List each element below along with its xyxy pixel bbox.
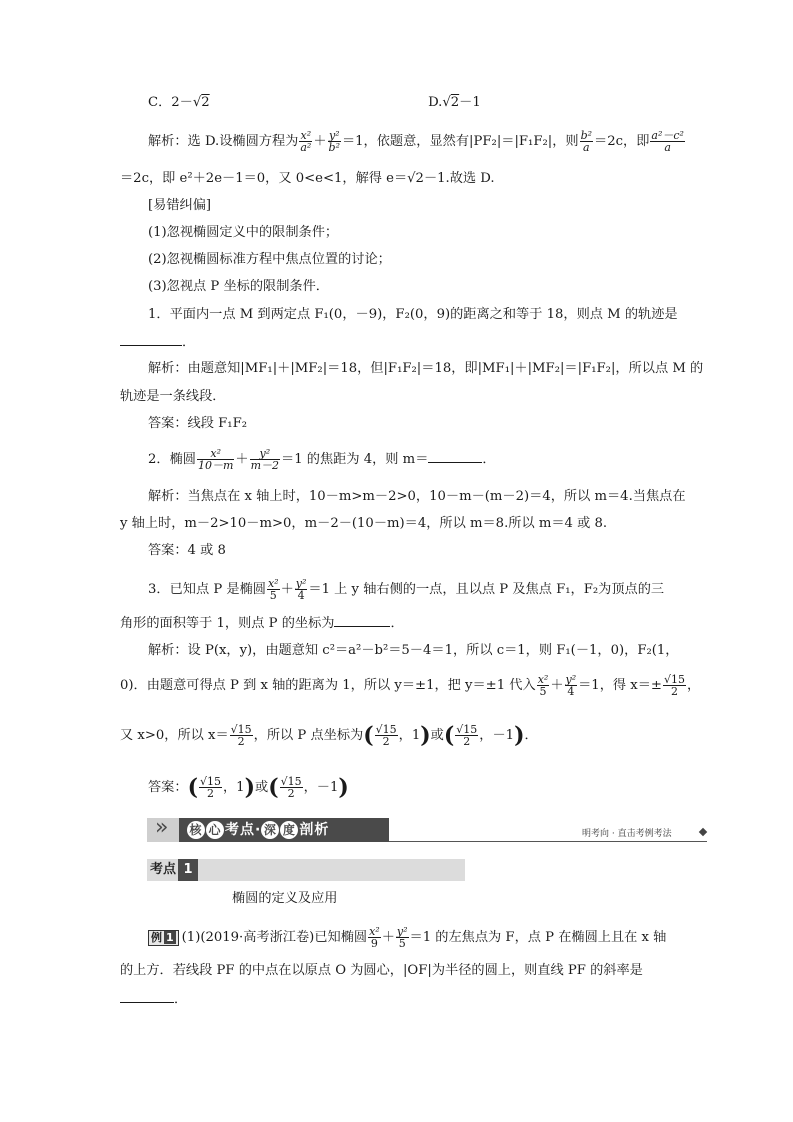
plus: ＋ [313, 134, 327, 149]
q3-text-b: ＝1 上 y 轴右侧的一点，且以点 P 及焦点 F₁，F₂为顶点的三 [308, 582, 665, 597]
sol1-text-b: ＝1，依题意，显然有|PF₂|＝|F₁F₂|，则 [341, 134, 579, 149]
frac-num: y² [396, 925, 408, 938]
option-d-label: D. [428, 95, 443, 110]
banner-char: 心 [206, 821, 224, 839]
example-tag [148, 930, 179, 946]
q3-answer [148, 776, 349, 799]
error-point-1: (1)忽视椭圆定义中的限制条件； [148, 225, 339, 240]
banner-char: 深 [261, 821, 279, 839]
q3-sol-text-c: 又 x>0，所以 x＝ [120, 728, 229, 743]
frac-num: x² [300, 129, 312, 142]
option-c: C．2－√2 [148, 95, 210, 110]
period: ． [390, 616, 404, 631]
frac-den: 5 [269, 589, 277, 602]
frac-ex-2 [396, 926, 409, 949]
frac-den: 5 [398, 937, 406, 950]
frac-num: √15 [280, 775, 302, 788]
frac-den: 5 [539, 685, 547, 698]
frac-num: √15 [199, 775, 221, 788]
frac-sqrt15-2 [280, 776, 303, 799]
frac-a2c2-a [650, 130, 685, 153]
frac-num: x² [369, 925, 380, 938]
question-2 [148, 448, 496, 471]
frac-den: m－2 [250, 459, 280, 472]
banner-text: 考点· [225, 822, 262, 838]
question-1: 1．平面内一点 M 到两定点 F₁(0，－9)，F₂(0，9)的距离之和等于 18，则点 M 的轨迹是 [148, 307, 678, 322]
left-paren: ( [443, 722, 455, 749]
q3-solution-3 [120, 724, 538, 747]
right-paren: ) [420, 722, 431, 749]
plus: ＋ [280, 582, 294, 597]
error-point-3: (3)忽视点 P 坐标的限制条件． [148, 279, 329, 294]
frac-sqrt15-2 [455, 724, 478, 747]
solution-line-1 [148, 130, 686, 153]
kaodian-title: 椭圆的定义及应用 [232, 891, 338, 906]
period: ． [524, 728, 538, 743]
frac-den: 2 [382, 735, 390, 748]
kaodian-text: 考点 [150, 862, 177, 877]
frac-num: x² [197, 448, 234, 460]
example-1 [148, 926, 666, 949]
period: ． [482, 452, 496, 467]
q2-answer: 答案：4 或 8 [148, 543, 226, 558]
frac-num: a²－c² [651, 129, 684, 142]
q3-sol-text-d: ，所以 P 点坐标为 [253, 728, 364, 743]
banner-char: 度 [280, 821, 298, 839]
q2-solution-1: 解析：当焦点在 x 轴上时，10－m>m－2>0，10－m－(m－2)＝4，所以 m＝4.当焦点在 [148, 489, 686, 504]
frac-ex-1 [368, 926, 381, 949]
q3-sol-text-a: 0)．由题意可得点 P 到 x 轴的距离为 1，所以 y＝±1，把 y＝±1 代入 [120, 678, 536, 693]
right-paren: ) [338, 774, 349, 801]
q3-solution-2 [120, 674, 700, 697]
sol1-text-c: ＝2c，即 [594, 134, 650, 149]
frac-den: 4 [567, 685, 575, 698]
banner-note: 明考向 · 直击考例考法 [582, 829, 672, 839]
q2-text-a: 2．椭圆 [148, 452, 196, 467]
frac-den: 2 [287, 787, 295, 800]
frac-sqrt15-2 [375, 724, 398, 747]
frac-q3-1 [267, 578, 280, 601]
frac-num: y² [250, 448, 280, 460]
example-1-line2: 的上方．若线段 PF 的中点在以原点 O 为圆心，|OF|为半径的圆上，则直线 PF 的斜率是 [120, 963, 643, 978]
coord-y: ，－1 [479, 728, 515, 743]
frac-den: 9 [370, 937, 378, 950]
frac-sqrt15-2 [663, 674, 686, 697]
q1-answer: 答案：线段 F₁F₂ [148, 416, 248, 431]
section-banner [147, 818, 389, 842]
left-paren: ( [363, 722, 374, 749]
plus: ＋ [235, 452, 249, 467]
frac-sqrt15-2 [199, 776, 222, 799]
frac-den: 2 [463, 735, 471, 748]
question-3 [148, 578, 664, 601]
or-word: 或 [255, 780, 269, 795]
plus: ＋ [381, 930, 395, 945]
coord-y: ，1 [223, 780, 245, 795]
or-word: 或 [430, 728, 444, 743]
q3-text-a: 3．已知点 P 是椭圆 [148, 582, 266, 597]
frac-num: y² [565, 673, 577, 686]
q1-solution-1: 解析：由题意知|MF₁|＋|MF₂|＝18，但|F₁F₂|＝18，即|MF₁|＋|MF₂|＝|F₁F₂|，所以点 M 的 [148, 361, 704, 376]
error-point-2: (2)忽视椭圆标准方程中焦点位置的讨论； [148, 252, 391, 267]
frac-num: √15 [456, 723, 478, 736]
frac-sqrt15-2 [230, 724, 253, 747]
coord-y: ，1 [398, 728, 421, 743]
comma: ， [686, 678, 701, 693]
option-d: D.√2－1 [428, 95, 481, 110]
right-paren: ) [514, 722, 525, 749]
q3-sol-text-b: ＝1，得 x＝± [578, 678, 662, 693]
frac-x2-a2 [299, 130, 312, 153]
frac-num: y² [328, 129, 340, 142]
frac-num: √15 [230, 723, 252, 736]
diamond-icon [699, 828, 707, 836]
frac-num: x² [537, 673, 549, 686]
banner-text: 剖析 [299, 822, 330, 838]
kaodian-number: 1 [178, 859, 198, 881]
left-paren: ( [268, 774, 279, 801]
plus: ＋ [550, 678, 564, 693]
frac-q3s-1 [537, 674, 550, 697]
frac-y2-b2 [328, 130, 341, 153]
answer-label: 答案： [148, 780, 188, 795]
ex-text-a: (1)(2019·高考浙江卷)已知椭圆 [181, 930, 368, 945]
example-tag-text: 例 [151, 931, 162, 944]
frac-num: √15 [663, 673, 685, 686]
chevron-icon [147, 818, 179, 842]
left-paren: ( [187, 774, 198, 801]
period: ． [182, 335, 196, 350]
answer-blank [428, 450, 482, 463]
question-1-blank [120, 333, 195, 352]
frac-num: y² [295, 577, 307, 590]
q1-solution-2: 轨迹是一条线段． [120, 389, 226, 404]
frac-num: √15 [375, 723, 397, 736]
banner-char: 核 [187, 821, 205, 839]
frac-den: 2 [670, 685, 678, 698]
frac-num: b² [580, 129, 593, 142]
sol1-text-a: 解析：选 D.设椭圆方程为 [148, 134, 299, 149]
frac-num: x² [267, 577, 279, 590]
frac-den: a [664, 141, 671, 154]
option-c-sqrt: 2 [201, 95, 210, 110]
q2-solution-2: y 轴上时，m－2>10－m>0，m－2－(10－m)＝4，所以 m＝8.所以 m＝4 或 8. [120, 516, 608, 531]
frac-q2-2 [250, 448, 280, 471]
frac-q3-2 [295, 578, 308, 601]
frac-den: a² [300, 141, 312, 154]
banner-title [187, 818, 329, 842]
frac-q2-1 [197, 448, 234, 471]
option-d-sqrt: 2 [450, 95, 460, 110]
example-tag-num: 1 [166, 931, 174, 944]
q3-solution-1: 解析：设 P(x，y)，由题意知 c²＝a²－b²＝5－4＝1，所以 c＝1，则 F₁(－1，0)，F₂(1， [148, 643, 679, 658]
solution-line-2: ＝2c，即 e²＋2e－1＝0，又 0<e<1，解得 e＝√2－1.故选 D. [120, 171, 495, 186]
frac-b2-a [580, 130, 593, 153]
coord-y: ，－1 [303, 780, 339, 795]
q2-text-b: ＝1 的焦距为 4，则 m＝ [281, 452, 429, 467]
frac-den: 4 [297, 589, 305, 602]
ex-text-b: ＝1 的左焦点为 F，点 P 在椭圆上且在 x 轴 [409, 930, 667, 945]
error-correction-heading: [易错纠偏] [148, 198, 212, 213]
frac-den: a [583, 141, 590, 154]
answer-blank [120, 333, 182, 346]
right-paren: ) [244, 774, 255, 801]
answer-blank [120, 990, 174, 1003]
frac-den: 2 [237, 735, 245, 748]
option-d-end: －1 [459, 95, 481, 110]
frac-q3s-2 [565, 674, 578, 697]
q3-text-c: 角形的面积等于 1，则点 P 的坐标为 [120, 616, 335, 631]
frac-den: 2 [206, 787, 214, 800]
kaodian-label [147, 859, 198, 881]
question-3-line2 [120, 614, 404, 633]
frac-den: 10－m [197, 459, 234, 472]
example-1-line3 [120, 990, 187, 1009]
frac-den: b² [328, 141, 340, 154]
option-c-text: C．2－ [148, 95, 193, 110]
answer-blank [334, 614, 390, 627]
option-c-d-line [148, 94, 481, 112]
period: ． [174, 992, 188, 1007]
banner-rule [389, 841, 707, 842]
